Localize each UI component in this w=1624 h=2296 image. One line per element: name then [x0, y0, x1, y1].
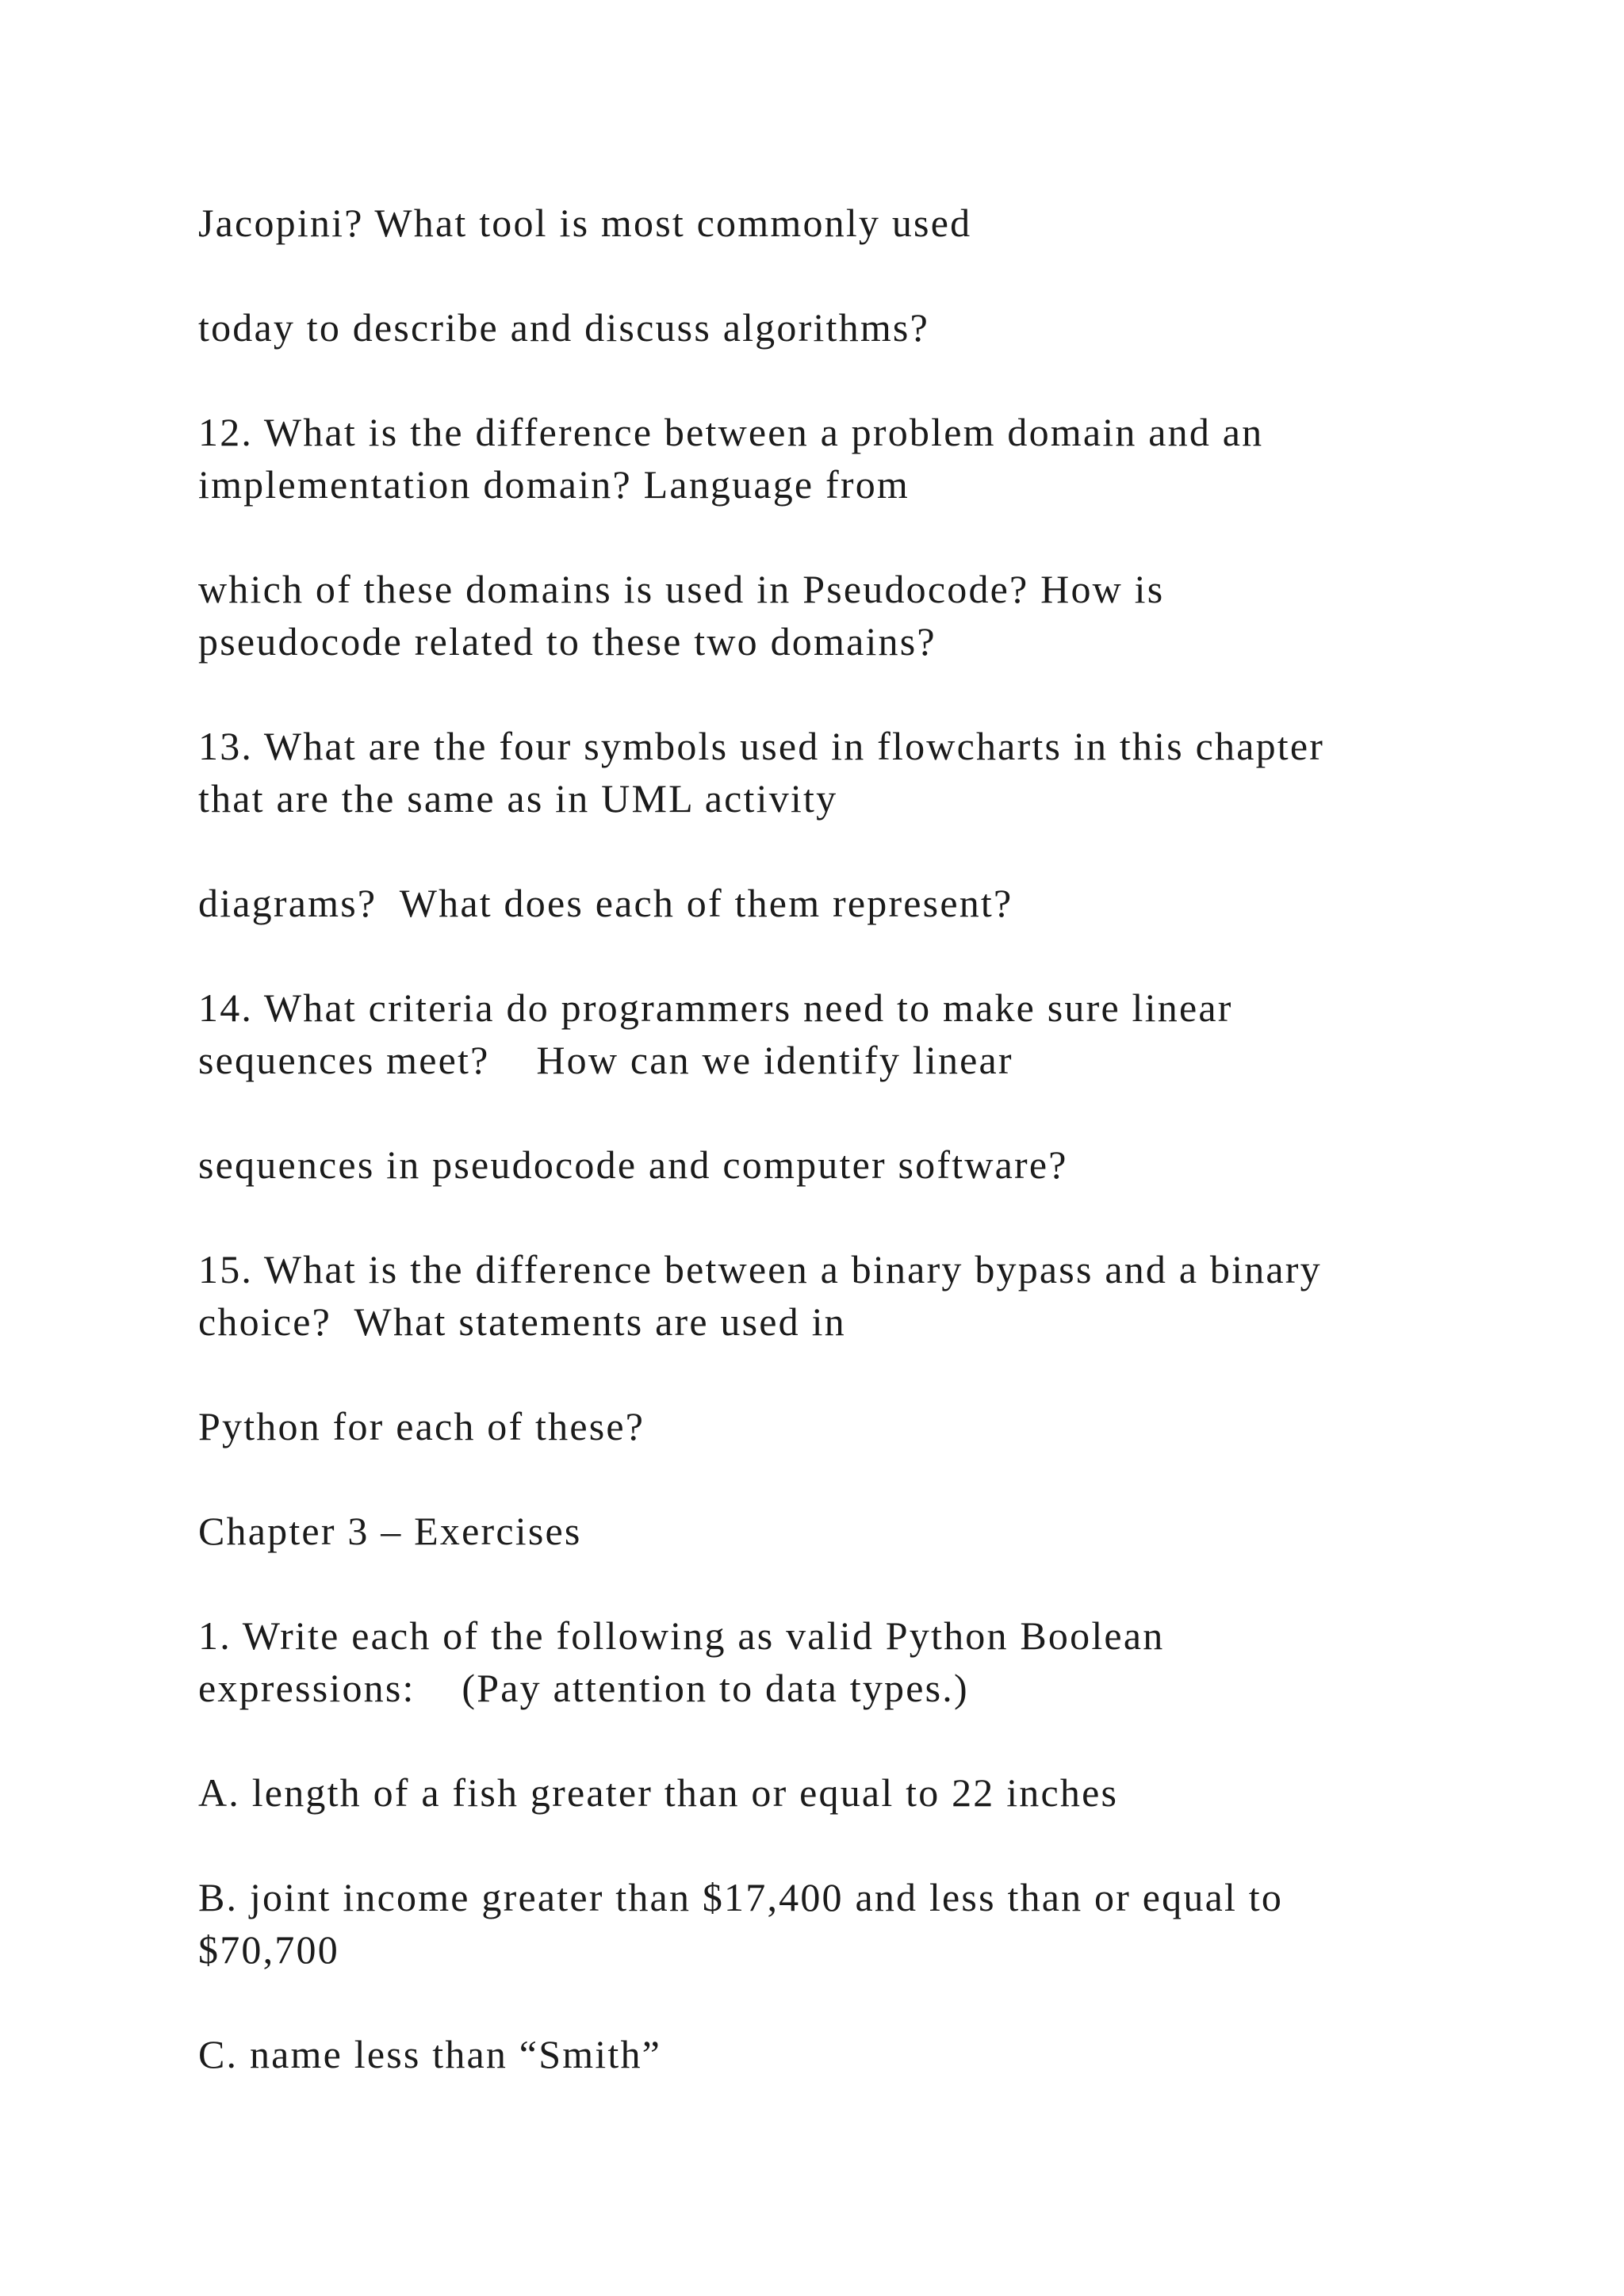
paragraph-algorithms-tool: today to describe and discuss algorithms? — [198, 305, 929, 350]
exercise-1-item-c: C. name less than “Smith” — [198, 2032, 662, 2076]
exercise-1-item-b: B. joint income greater than $17,400 and less than or equal to $70,700 — [198, 1875, 1284, 1972]
chapter-heading: Chapter 3 – Exercises — [198, 1509, 582, 1553]
question-14-part-1: 14. What criteria do programmers need to make sure linear sequences meet? How can we identify linear — [198, 985, 1233, 1082]
question-13-part-2: diagrams? What does each of them represent? — [198, 881, 1013, 925]
question-13-part-1: 13. What are the four symbols used in flowcharts in this chapter that are the same as in UML activity — [198, 724, 1325, 821]
question-15-part-2: Python for each of these? — [198, 1404, 645, 1448]
question-15-part-1: 15. What is the difference between a binary bypass and a binary choice? What statements are used in — [198, 1247, 1322, 1344]
question-14-part-2: sequences in pseudocode and computer software? — [198, 1142, 1068, 1187]
paragraph-jacopini-question: Jacopini? What tool is most commonly used — [198, 201, 972, 245]
exercise-1: 1. Write each of the following as valid Python Boolean expressions: (Pay attention to data types.) — [198, 1613, 1165, 1710]
exercise-1-item-a: A. length of a fish greater than or equal to 22 inches — [198, 1770, 1119, 1815]
question-12-part-1: 12. What is the difference between a problem domain and an implementation domain? Language from — [198, 410, 1264, 507]
question-12-part-2: which of these domains is used in Pseudocode? How is pseudocode related to these two domains? — [198, 567, 1165, 664]
